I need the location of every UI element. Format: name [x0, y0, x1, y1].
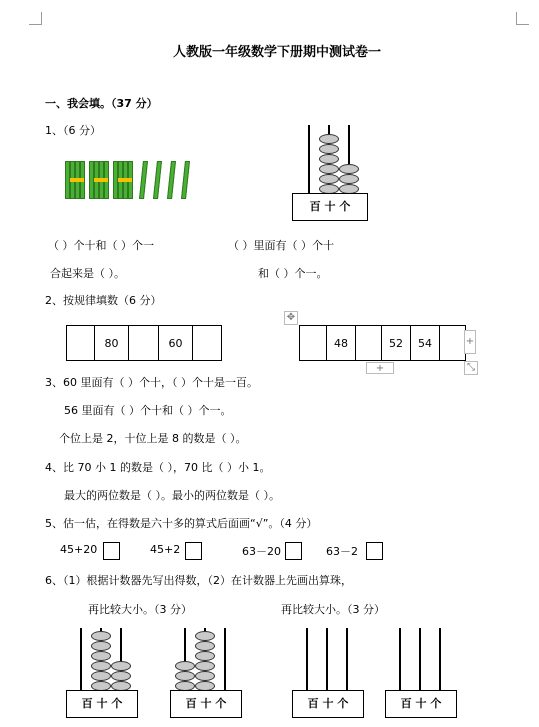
q4-line1: 4、比 70 小 1 的数是（ ），70 比（ ）小 1。 [45, 461, 271, 474]
abacus-bead [111, 661, 131, 671]
single-stick [167, 161, 176, 199]
q1-line1a: （ ）个十和（ ）个一 [48, 239, 154, 252]
abacus-bead [319, 144, 339, 154]
abacus-bead [111, 671, 131, 681]
sequence-table-1 [66, 325, 222, 361]
q6-sub1: 再比较大小。（3 分） [88, 603, 192, 616]
q1-label: 1、（6 分） [45, 124, 101, 137]
sequence-cell[interactable] [356, 326, 382, 361]
q3-line2: 56 里面有（ ）个十和（ ）个一。 [64, 404, 232, 417]
abacus-bead [195, 651, 215, 661]
q5-expression: 63－20 [242, 545, 281, 558]
abacus-bead [91, 631, 111, 641]
abacus-bead [195, 641, 215, 651]
q5-answer-box[interactable] [285, 542, 302, 560]
abacus-rod-hundreds [399, 628, 401, 690]
q6-sub2: 再比较大小。（3 分） [281, 603, 385, 616]
page-title: 人教版一年级数学下册期中测试卷一 [173, 45, 382, 60]
abacus-bead [91, 641, 111, 651]
abacus-bead [195, 661, 215, 671]
q5-answer-box[interactable] [103, 542, 120, 560]
q5-expression: 45+2 [150, 543, 181, 556]
abacus-bead [339, 164, 359, 174]
sequence-cell[interactable] [129, 326, 159, 361]
abacus-rod-tens [326, 628, 328, 690]
q3-line3: 个位上是 2，十位上是 8 的数是（ ）。 [59, 432, 247, 445]
bundle-tie [94, 178, 108, 182]
q5-expression: 45+20 [60, 543, 98, 556]
bundle-tie [70, 178, 84, 182]
q1-line2a: （ ）里面有（ ）个十 [228, 239, 334, 252]
abacus-rod-ones [439, 628, 441, 690]
abacus-rod-ones [224, 628, 226, 690]
q6-label: 6、（1）根据计数器先写出得数，（2）在计数器上先画出算珠， [45, 574, 352, 587]
abacus-bead [195, 631, 215, 641]
corner-mark-top-right [516, 12, 529, 25]
sequence-cell: 80 [95, 326, 129, 361]
abacus-bead [175, 671, 195, 681]
abacus-bead [339, 174, 359, 184]
q6-abacus-3[interactable] [292, 628, 364, 720]
abacus-bead [175, 661, 195, 671]
abacus-rod-tens [419, 628, 421, 690]
sequence-cell: 48 [327, 326, 356, 361]
sequence-cell[interactable] [193, 326, 222, 361]
abacus-bead [319, 174, 339, 184]
q4-line2: 最大的两位数是（ ）。最小的两位数是（ ）。 [64, 489, 280, 502]
stick-bundles-illustration [63, 158, 198, 204]
sequence-cell[interactable] [300, 326, 327, 361]
corner-mark-top-left [29, 12, 42, 25]
q6-abacus-1 [66, 628, 138, 720]
sequence-table-2 [299, 325, 466, 361]
sequence-cell[interactable] [440, 326, 466, 361]
q2-label: 2、按规律填数（6 分） [45, 294, 162, 307]
add-row-button[interactable]: + [366, 362, 394, 374]
abacus-place-labels: 百 十 个 [292, 193, 368, 221]
sequence-cell: 54 [411, 326, 440, 361]
sequence-cell: 52 [382, 326, 411, 361]
q1-abacus [292, 123, 368, 223]
abacus-bead [319, 154, 339, 164]
abacus-rod-hundreds [308, 125, 310, 195]
abacus-bead [195, 671, 215, 681]
q6-abacus-2 [170, 628, 242, 720]
abacus-rod-hundreds [306, 628, 308, 690]
sequence-cell[interactable] [67, 326, 95, 361]
q5-answer-box[interactable] [185, 542, 202, 560]
sequence-cell: 60 [159, 326, 193, 361]
abacus-bead [91, 661, 111, 671]
table-resize-handle[interactable]: ⤡ [464, 361, 478, 375]
q1-line1b: 合起来是（ ）。 [50, 267, 125, 280]
abacus-bead [91, 651, 111, 661]
bundle-tie [118, 178, 132, 182]
abacus-bead [319, 164, 339, 174]
abacus-place-labels: 百 十 个 [292, 690, 364, 718]
add-column-button[interactable]: + [464, 330, 476, 354]
single-stick [181, 161, 190, 199]
q1-line2b: 和（ ）个一。 [258, 267, 328, 280]
abacus-bead [319, 134, 339, 144]
abacus-rod-ones [346, 628, 348, 690]
q5-label: 5、估一估，在得数是六十多的算式后面画“√”。（4 分） [45, 517, 318, 530]
abacus-place-labels: 百 十 个 [385, 690, 457, 718]
abacus-place-labels: 百 十 个 [170, 690, 242, 718]
single-stick [139, 161, 148, 199]
abacus-bead [91, 671, 111, 681]
q3-line1: 3、60 里面有（ ）个十，（ ）个十是一百。 [45, 376, 258, 389]
q5-answer-box[interactable] [366, 542, 383, 560]
section-heading-1: 一、我会填。（37 分） [45, 97, 158, 110]
single-stick [153, 161, 162, 199]
q6-abacus-4[interactable] [385, 628, 457, 720]
abacus-place-labels: 百 十 个 [66, 690, 138, 718]
abacus-rod-hundreds [80, 628, 82, 690]
q5-expression: 63－2 [326, 545, 358, 558]
table-move-handle[interactable]: ✥ [284, 311, 298, 325]
